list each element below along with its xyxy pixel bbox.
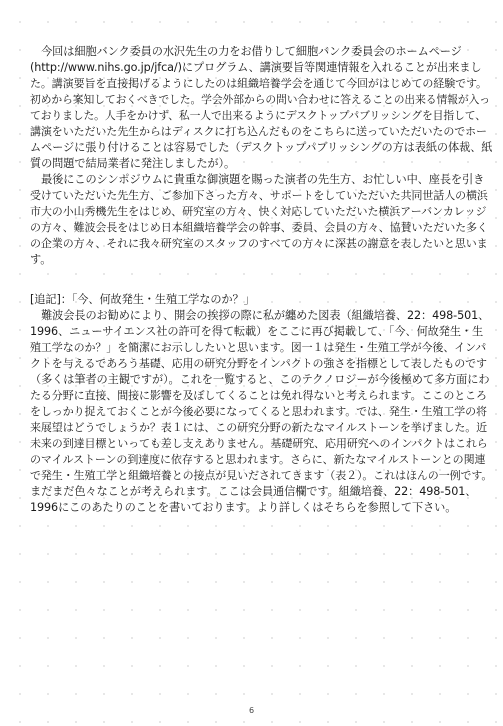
paragraph-3-line-10: のマイルストーンの到達度に依存すると思われます。さらに、新たなマイルストーンとの関連 (30, 453, 486, 466)
paragraph-3-line-11: で発生・生殖工学と組織培養との接点が見いだされてきます（表２）。これはほんの一例です。 (30, 469, 493, 482)
paragraph-2-line-1: 最後にこのシンポジウムに貴重な御演題を賜った演者の先生方、お忙しい中、座長を引き (30, 173, 485, 186)
paragraph-3-line-5: （多くは筆者の主観ですが）。これを一覧すると、このテクノロジーが今後極めて多方面にわ (30, 373, 490, 386)
paragraph-1-line-5: ておりました。人手をかけず、私一人で出来るようにデスクトップパブリッシングを目指して、 (30, 109, 486, 122)
paragraph-1-line-2: (http://www.nihs.go.jp/jfca/)にプログラム、講演要旨等関連情報を入れることが出来まし (30, 61, 482, 74)
paragraph-3-line-7: をしっかり捉えておくことが今後必要になってくると思われます。では、発生・生殖工学の将 (30, 405, 487, 418)
paragraph-3-line-1: 難波会長のお勧めにより、開会の挨拶の際に私が纏めた図表（組織培養、22：498-501、 (30, 309, 490, 322)
paragraph-2-line-2: 受けていただいた先生方、ご参加下さった方々、サポートをしていただいた共同世話人の横浜 (30, 189, 488, 202)
paragraph-3-line-2: 1996、ニューサイエンス社の許可を得て転載）をここに再び掲載して、「今、何故発生・生 (30, 325, 484, 338)
paragraph-1-line-7: ムページに張り付けることは容易でした（デスクトップパブリッシングの方は表紙の体裁、紙 (30, 141, 493, 154)
paragraph-1-line-3: た。講演要旨を直接掲げるようにしたのは組織培養学会を通じて今回がはじめての経験です。 (30, 77, 487, 90)
paragraph-3-line-13: 1996にこのあたりのことを書いております。より詳しくはそちらを参照して下さい。 (30, 501, 457, 514)
paragraph-3-line-6: たる分野に直接、間接に影響を及ぼしてくることは免れ得ないと考えられます。ここのところ (30, 389, 487, 402)
paragraph-3-line-4: クトを与えるであろう基礎、応用の研究分野をインパクトの強さを指標として表したものです (30, 357, 487, 370)
paragraph-2-line-5: の企業の方々、それに我々研究室のスタッフのすべての方々に深甚の謝意を表したいと思いま (30, 237, 488, 250)
postscript-heading: [追記]：「今、何故発生・生殖工学なのか？」 (30, 293, 255, 306)
paragraph-1-line-8: 質の問題で結局業者に発注しましたが）。 (30, 157, 236, 170)
paragraph-1-line-4: 初めから案知しておくべきでした。学会外部からの問い合わせに答えることの出来る情報が入っ (30, 93, 490, 106)
paragraph-3-line-9: 未来の到達目標といっても差し支えありません。基礎研究、応用研究へのインパクトはこれら (30, 437, 488, 450)
paragraph-3-line-8: 来展望はどうでしょうか？表１には、この研究分野の新たなマイルストーンを挙げました。近 (30, 421, 488, 434)
paragraph-1-line-1: 今回は細胞バンク委員の水沢先生の力をお借りして細胞バンク委員会のホームページ (30, 45, 462, 58)
paragraph-2-line-3: 市大の小山秀機先生をはじめ、研究室の方々、快く対応していただいた横浜アーバンカレッジ (30, 205, 487, 218)
page-number: 6 (248, 706, 255, 715)
paragraph-1-line-6: 講演をいただいた先生からはディスクに打ち込んだものをこちらに送っていただいたのでホー (30, 125, 487, 138)
paragraph-3-line-3: 殖工学なのか？」を簡潔にお示ししたいと思います。図一１は発生・生殖工学が今後、インパ (30, 341, 487, 354)
paragraph-2-line-4: の方々、難波会長をはじめ日本組織培養学会の幹事、委員、会員の方々、協賛いただいた多く (30, 221, 488, 234)
paragraph-2-line-6: す。 (30, 253, 52, 266)
paragraph-3-line-12: まだまだ色々なことが考えられます。ここは会員通信欄です。組織培養、22：498-501、 (30, 485, 477, 498)
